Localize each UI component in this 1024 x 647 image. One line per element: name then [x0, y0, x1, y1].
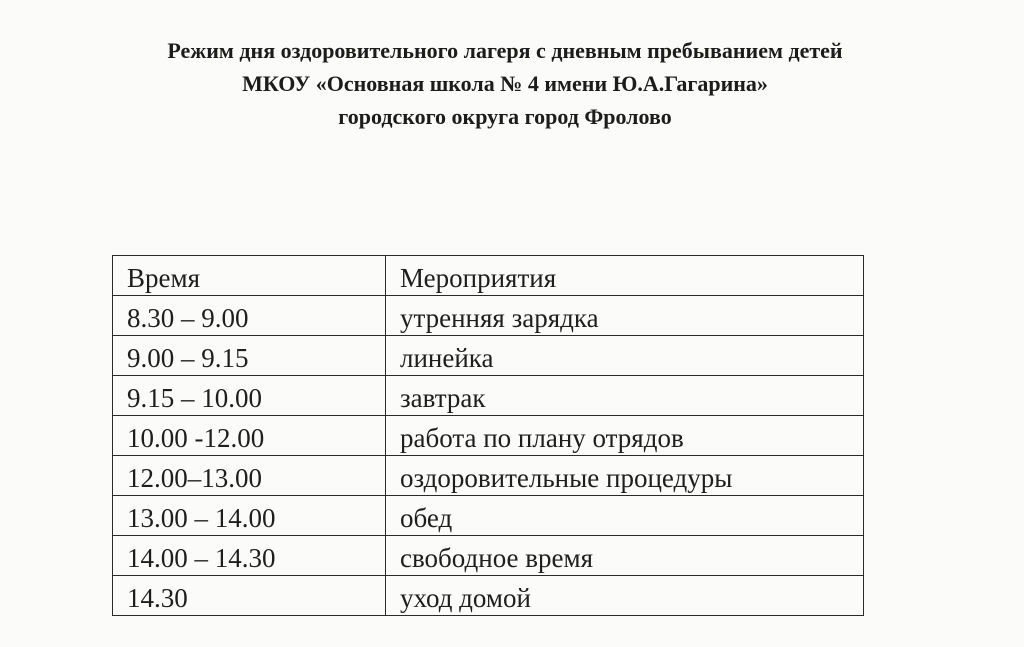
time-cell: 14.30 [113, 576, 386, 616]
activity-cell: свободное время [386, 536, 864, 576]
time-cell: 8.30 – 9.00 [113, 296, 386, 336]
table-row [113, 416, 864, 456]
table-row [113, 456, 864, 496]
time-cell: 9.15 – 10.00 [113, 376, 386, 416]
activity-cell: оздоровительные процедуры [386, 456, 864, 496]
activity-cell: уход домой [386, 576, 864, 616]
table-row [113, 496, 864, 536]
time-cell: 12.00–13.00 [113, 456, 386, 496]
time-cell: 9.00 – 9.15 [113, 336, 386, 376]
table-row [113, 336, 864, 376]
table-row [113, 296, 864, 336]
title-line-1: Режим дня оздоровительного лагеря с дневным пребыванием детей [167, 38, 843, 63]
title-line-2: МКОУ «Основная школа № 4 имени Ю.А.Гагарина» [242, 71, 768, 96]
table-row [113, 576, 864, 616]
table-row [113, 376, 864, 416]
title-line-3: городского округа город Фролово [338, 104, 672, 129]
activity-cell: утренняя зарядка [386, 296, 864, 336]
activity-cell: работа по плану отрядов [386, 416, 864, 456]
schedule-table [112, 255, 864, 616]
header-time: Время [113, 256, 386, 296]
table-header-row [113, 256, 864, 296]
document-title [0, 34, 1010, 133]
time-cell: 10.00 -12.00 [113, 416, 386, 456]
activity-cell: линейка [386, 336, 864, 376]
time-cell: 13.00 – 14.00 [113, 496, 386, 536]
table-row [113, 536, 864, 576]
activity-cell: завтрак [386, 376, 864, 416]
activity-cell: обед [386, 496, 864, 536]
header-activity: Мероприятия [386, 256, 864, 296]
time-cell: 14.00 – 14.30 [113, 536, 386, 576]
